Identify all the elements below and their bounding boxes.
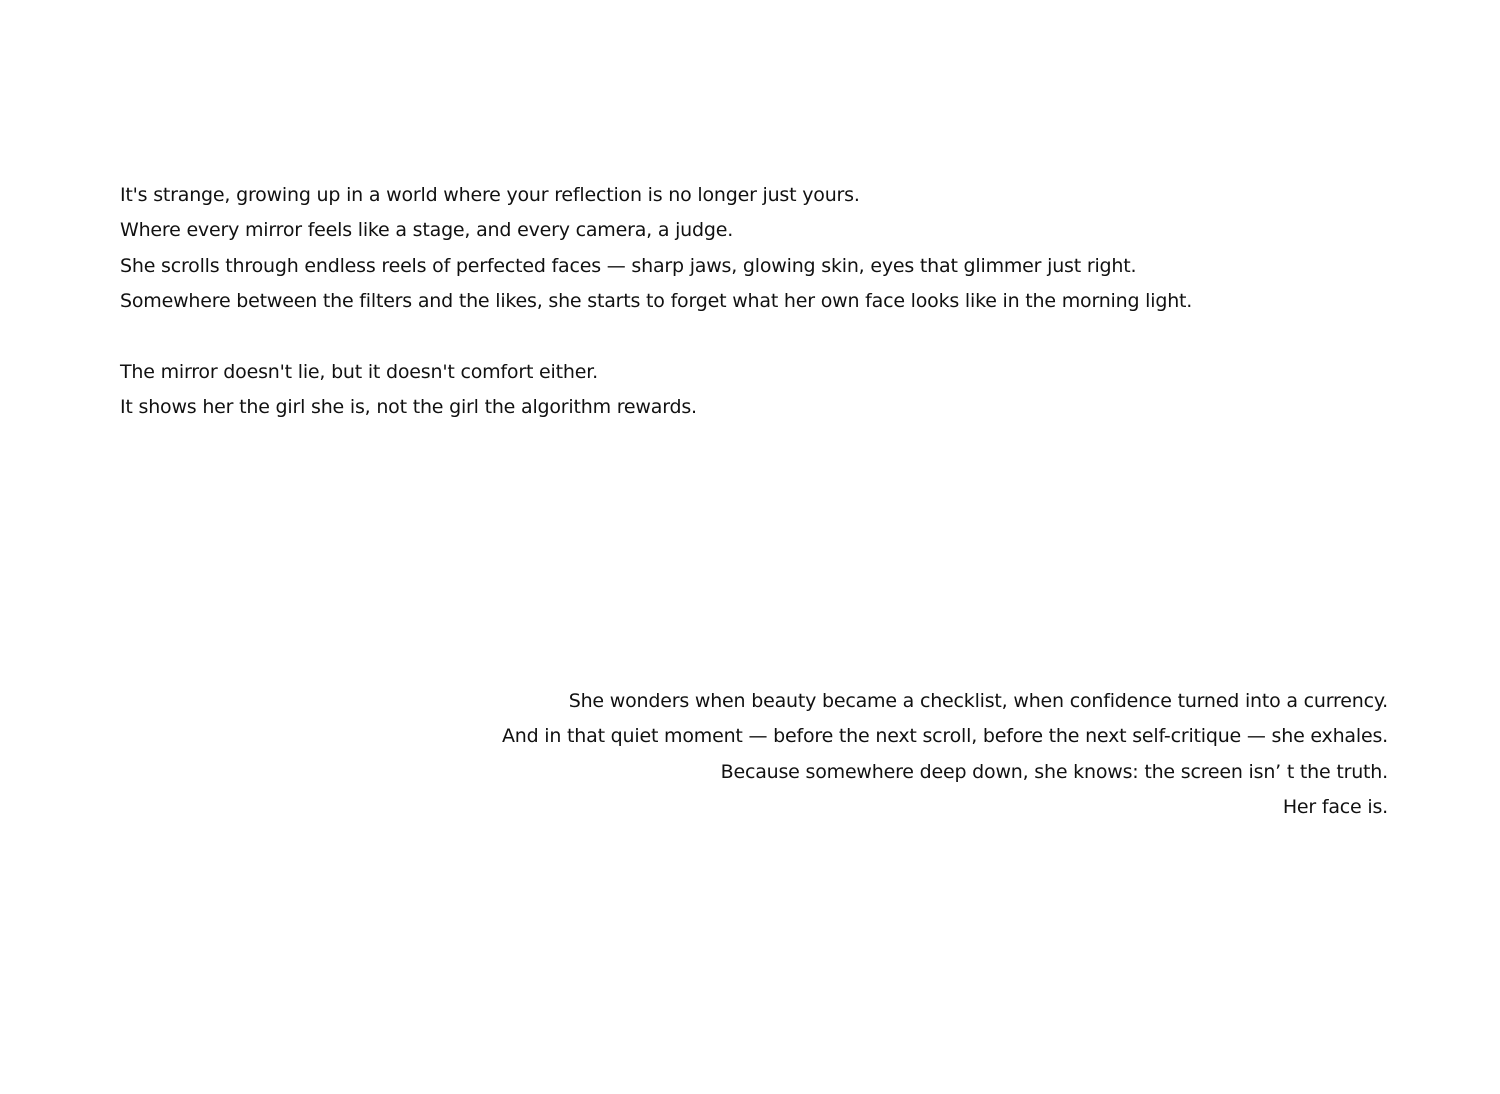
text-line: Her face is. [1282, 796, 1388, 819]
text-line: It's strange, growing up in a world where your reflection is no longer just yours. [120, 184, 860, 206]
closing-text-block [502, 684, 1388, 826]
intro-text-block [120, 178, 1192, 426]
paragraph-spacer [120, 320, 1192, 355]
text-line: Because somewhere deep down, she knows: the screen isn’ t the truth. [720, 760, 1388, 783]
text-line: Where every mirror feels like a stage, and every camera, a judge. [120, 219, 734, 242]
text-line: It shows her the girl she is, not the girl the algorithm rewards. [120, 396, 697, 419]
text-line: The mirror doesn't lie, but it doesn't comfort either. [120, 361, 598, 384]
text-line: And in that quiet moment — before the next scroll, before the next self-critique — she exhales. [501, 725, 1388, 748]
text-line: Somewhere between the filters and the likes, she starts to forget what her own face looks like in the morning light. [120, 290, 1193, 313]
text-line: She wonders when beauty became a checklist, when confidence turned into a currency. [568, 690, 1388, 712]
text-line: She scrolls through endless reels of perfected faces — sharp jaws, glowing skin, eyes that glimmer just right. [120, 254, 1137, 277]
